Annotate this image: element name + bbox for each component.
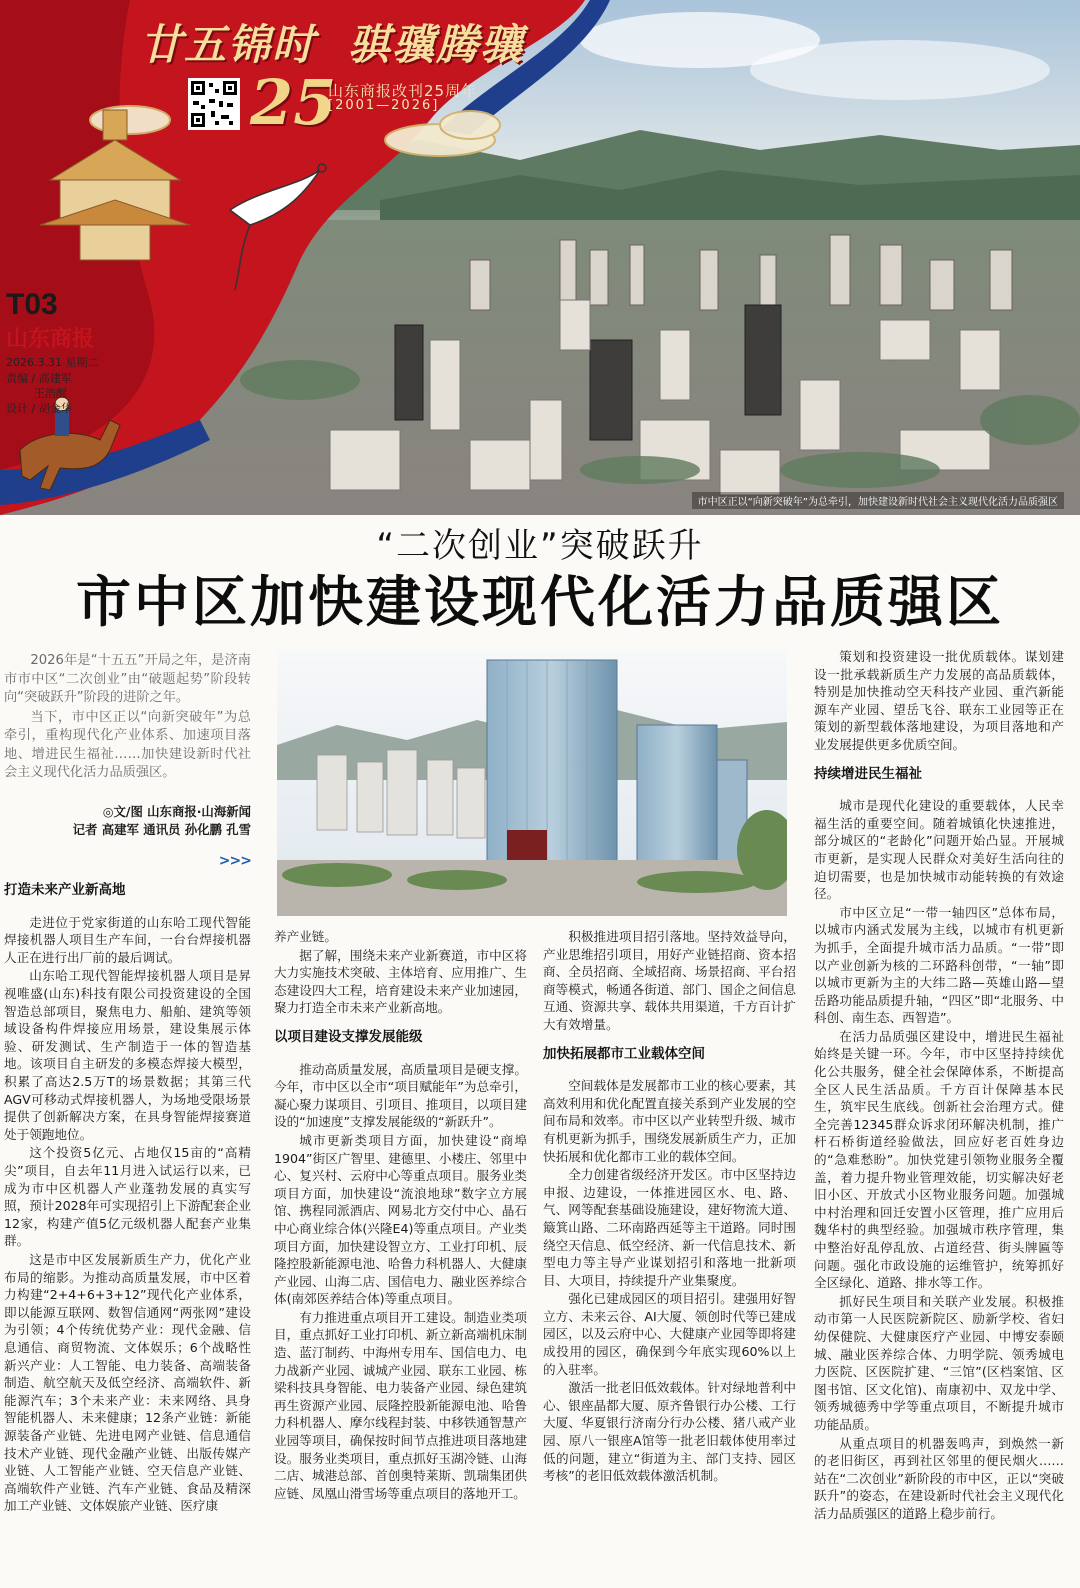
body-paragraph: 强化已建成园区的项目招引。建强用好智立方、未来云谷、AI大厦、领创时代等已建成园区，以及云府中心、大健康产业园等即将建成投用的园区，确保到今年底实现60%以上的入驻率。 (543, 1291, 796, 1377)
body-paragraph: 有力推进重点项目开工建设。制造业类项目，重点抓好工业打印机、新立新高端机床制造、蓝汀制药、中海州专用车、国信电力、电力战新产业园、诚城产业园、联东工业园、栋梁科技具身智能、电力装备产业园、绿色建筑再生资源产业园、辰隆控股新能源电池、哈鲁力科机器人、摩尔线程封装、中移铁通智慧产业园等项目，确保按时间节点推进项目落地建设。服务业类项目，重点抓好玉湖冷链、山海二店、城港总部、首创奥特莱斯、凯瑞集团供应链、凤凰山滑雪场等重点项目的落地开工。 (274, 1309, 527, 1501)
page-title: 市中区加快建设现代化活力品质强区 (75, 570, 1004, 634)
byline-source: ◎文/图 山东商报·山海新闻 (102, 803, 251, 819)
newspaper-name: 山东商报 (6, 326, 95, 352)
body-paragraph: 空间载体是发展都市工业的核心要素，其高效利用和优化配置直接关系到产业发展的空间布局和效率。市中区以产业转型升级、城市有机更新为抓手，围绕发展新质生产力，正加快拓展和优化都市工业的载体空间。 (543, 1078, 796, 1164)
anniversary-years: [2001—2026] (328, 98, 440, 113)
body-paragraph: 城市是现代化建设的重要载体，人民幸福生活的重要空间。随着城镇化快速推进，部分城区的“老龄化”问题开始凸显。开展城市更新，是实现人民群众对美好生活向往的迫切需要，也是加快城市动能转换的有效途径。 (814, 798, 1064, 902)
article-intro (4, 652, 251, 783)
section-heading: 持续增进民生福祉 (814, 765, 922, 782)
header-banner (0, 0, 1080, 515)
anniversary-number: 25 (250, 66, 337, 139)
body-paragraph: 在活力品质强区建设中，增进民生福祉始终是关键一环。今年，市中区坚持持续优化公共服务，健全社会保障体系，不断提高全区人民生活品质。千方百计保障基本民生，筑牢民生底线。创新社会治理方式。健全完善12345群众诉求闭环解决机制，推广杆石桥街道经验做法，回应好老百姓身边的“急难愁盼”。加快党建引领物业服务全覆盖，着力提升物业管理效能，切实解决好老旧小区、开放式小区物业服务问题。加强城中村治理和回迁安置小区管理，推广应用后魏华村的典型经验。加强城市秩序管理，集中整治好乱停乱放、占道经营、街头牌匾等问题。强化市政设施的运维管护，统筹抓好全区绿化、道路、排水等工作。 (814, 1028, 1064, 1291)
body-paragraph: 从重点项目的机器轰鸣声，到焕然一新的老旧街区，再到社区邻里的便民烟火……站在“二次创业”新阶段的市中区，正以“突破跃升”的姿态，在建设新时代社会主义现代化活力品质强区的道路上稳步前行。 (814, 1435, 1064, 1521)
body-paragraph: 积极推进项目招引落地。坚持效益导向，产业思维招引项目，用好产业链招商、资本招商、全员招商、全域招商、场景招商、平台招商等模式，畅通各街道、部门、国企之间信息互通、资源共享、载体共用渠道，千方百计扩大有效增量。 (543, 929, 796, 1032)
byline-reporters: 记者 高建军 通讯员 孙化鹏 孔雪 (72, 821, 251, 837)
article-column-2 (274, 928, 527, 1503)
intro-paragraph: 当下，市中区正以“向新突破年”为总牵引，重构现代化产业体系、加速项目落地、增进民生福祉……加快建设新时代社会主义现代化活力品质强区。 (4, 709, 251, 780)
body-paragraph: 养产业链。 (274, 929, 337, 944)
body-paragraph: 城市更新类项目方面，加快建设“商埠1904”街区广智里、建德里、小楼庄、邻里中心、复兴村、云府中心等重点项目。服务业类项目方面，加快建设“流浪地球”数字立方展馆、携程同派酒店、网易北方交付中心、晶石中心商业综合体(兴隆E4)等重点项目。产业类项目方面，加快建设智立方、工业打印机、辰隆控股新能源电池、哈鲁力科机器人、大健康产业园、山海二店、国信电力、融业医养综合体(南郊医养结合体)等重点项目。 (274, 1132, 527, 1307)
editor-credit: 责编 / 高建军 (6, 372, 72, 385)
headline-kicker: “二次创业”突破跃升 (376, 526, 704, 566)
intro-paragraph: 2026年是“十五五”开局之年，是济南市市中区“二次创业”由“破题起势”阶段转向“突破跃升”阶段的进阶之年。 (4, 653, 251, 705)
slogan-left: 廿五锦时 (140, 20, 317, 69)
body-paragraph: 据了解，围绕未来产业新赛道，市中区将大力实施技术突破、主体培育、应用推广、生态建设四大工程，培育建设未来产业加速园，聚力打造全市未来产业新高地。 (274, 947, 527, 1016)
section-heading: 打造未来产业新高地 (4, 882, 126, 899)
byline (4, 803, 251, 839)
body-paragraph: 激活一批老旧低效载体。针对绿地普利中心、银座晶都大厦、原齐鲁银行办公楼、工行大厦、华夏银行济南分行办公楼、猪八戒产业园、原八一银座A馆等一批老旧载体使用率过低的问题，建立“街道为主、部门支持、园区考核”的老旧低效载体激活机制。 (543, 1380, 796, 1484)
section-heading: 以项目建设支撑发展能级 (274, 1028, 423, 1045)
editor-credit-second: 王浩醒 (34, 387, 67, 400)
anniversary-title: 山东商报改刊25周年 (328, 82, 478, 100)
continue-arrow-icon: >>> (218, 852, 251, 869)
body-paragraph: 全力创建省级经济开发区。市中区坚持边申报、边建设，一体推进园区水、电、路、气、网等配套基础设施建设，建好物流大道、簸箕山路、二环南路西延等主干道路。同时围绕空天信息、低空经济、新一代信息技术、新型电力等主导产业谋划招引和落地一批新项目、大项目，持续提升产业集聚度。 (543, 1167, 796, 1288)
body-paragraph: 这是市中区发展新质生产力，优化产业布局的缩影。为推动高质量发展，市中区着力构建“2+4+6+3+12”现代化产业体系，即以能源互联网、数智信通网“两张网”建设为引领；4个传统优势产业：现代金融、信息通信、商贸物流、文体娱乐；6个战略性新兴产业：人工智能、电力装备、高端装备制造、航空航天及低空经济、高端软件、新能源汽车；3个未来产业：未来网络、具身智能机器人、未来健康；12条产业链：新能源装备产业链、先进电网产业链、信息通信技术产业链、现代金融产业链、出版传媒产业链、人工智能产业链、空天信息产业链、高端软件产业链、汽车产业链、食品及精深加工产业链、文体娱旅产业链、医疗康 (4, 1251, 251, 1514)
qr-code[interactable] (188, 78, 240, 130)
body-paragraph: 走进位于党家街道的山东哈工现代智能焊接机器人项目生产车间，一台台焊接机器人正在进行出厂前的最后调试。 (4, 914, 251, 965)
slogan-right: 骐骥腾骧 (348, 20, 525, 69)
article-column-3 (543, 928, 796, 1486)
section-heading: 加快拓展都市工业载体空间 (543, 1045, 705, 1062)
article-column-4 (814, 648, 1064, 1524)
issue-date: 2026.3.31 星期二 (6, 356, 99, 369)
body-paragraph: 推动高质量发展，高质量项目是硬支撑。今年，市中区以全市“项目赋能年”为总牵引，凝心聚力谋项目、引项目、推项目，以项目建设的“加速度”支撑发展能级的“新跃升”。 (274, 1061, 527, 1130)
body-paragraph: 抓好民生项目和关联产业发展。积极推动市第一人民医院新院区、励新学校、省妇幼保健院、大健康医疗产业园、中博安泰颐城、融业医养综合体、力明学院、领秀城电力医院、区医院扩建、“三馆”(区档案馆、区图书馆、区文化馆)、南康初中、双龙中学、领秀城德秀中学等重点项目，不断提升城市功能品质。 (814, 1293, 1064, 1432)
design-credit: 设计 / 胡金华 (6, 402, 72, 415)
body-paragraph: 这个投资5亿元、占地仅15亩的“高精尖”项目，自去年11月进入试运行以来，已成为市中区机器人产业蓬勃发展的真实写照，预计2028年可实现招引上下游配套企业12家，构建产值5亿元级机器人配套产业集群。 (4, 1145, 251, 1249)
article-column-1 (4, 652, 251, 1516)
photo-caption: 市中区正以“向新突破年”为总牵引，加快建设新时代社会主义现代化活力品质强区 (692, 492, 1064, 509)
page-code: T03 (6, 288, 58, 321)
office-tower-photo (277, 650, 787, 916)
body-paragraph: 山东哈工现代智能焊接机器人项目是昇视唯盛(山东)科技有限公司投资建设的全国智造总部项目，聚焦电力、船舶、建筑等领域设备构件焊接应用场景，建设集展示体验、研发测试、生产制造于一体的智造基地。该项目自主研发的多模态焊接大模型，积累了高达2.5万T的场景数据；其第三代AGV可移动式焊接机器人，为场地受限场景提供了创新解决方案，在具身智能焊接赛道处于领跑地位。 (4, 968, 251, 1142)
body-paragraph: 市中区立足“一带一轴四区”总体布局，以城市内涵式发展为主线，以城市有机更新为抓手，全面提升城市活力品质。“一带”即以产业创新为核的二环路科创带，“一轴”即以城市更新为主的大纬二路—英雄山路—望岳路功能品质提升轴，“四区”即“北服务、中科创、南生态、西智造”。 (814, 904, 1064, 1026)
red-ribbon-decoration (0, 0, 1080, 515)
body-paragraph: 策划和投资建设一批优质载体。谋划建设一批承载新质生产力发展的高品质载体，特别是加快推动空天科技产业园、重汽新能源车产业园、望岳飞谷、联东工业园等正在策划的新型载体落地建设，为项目落地和产业发展提供更多优质空间。 (814, 649, 1064, 752)
